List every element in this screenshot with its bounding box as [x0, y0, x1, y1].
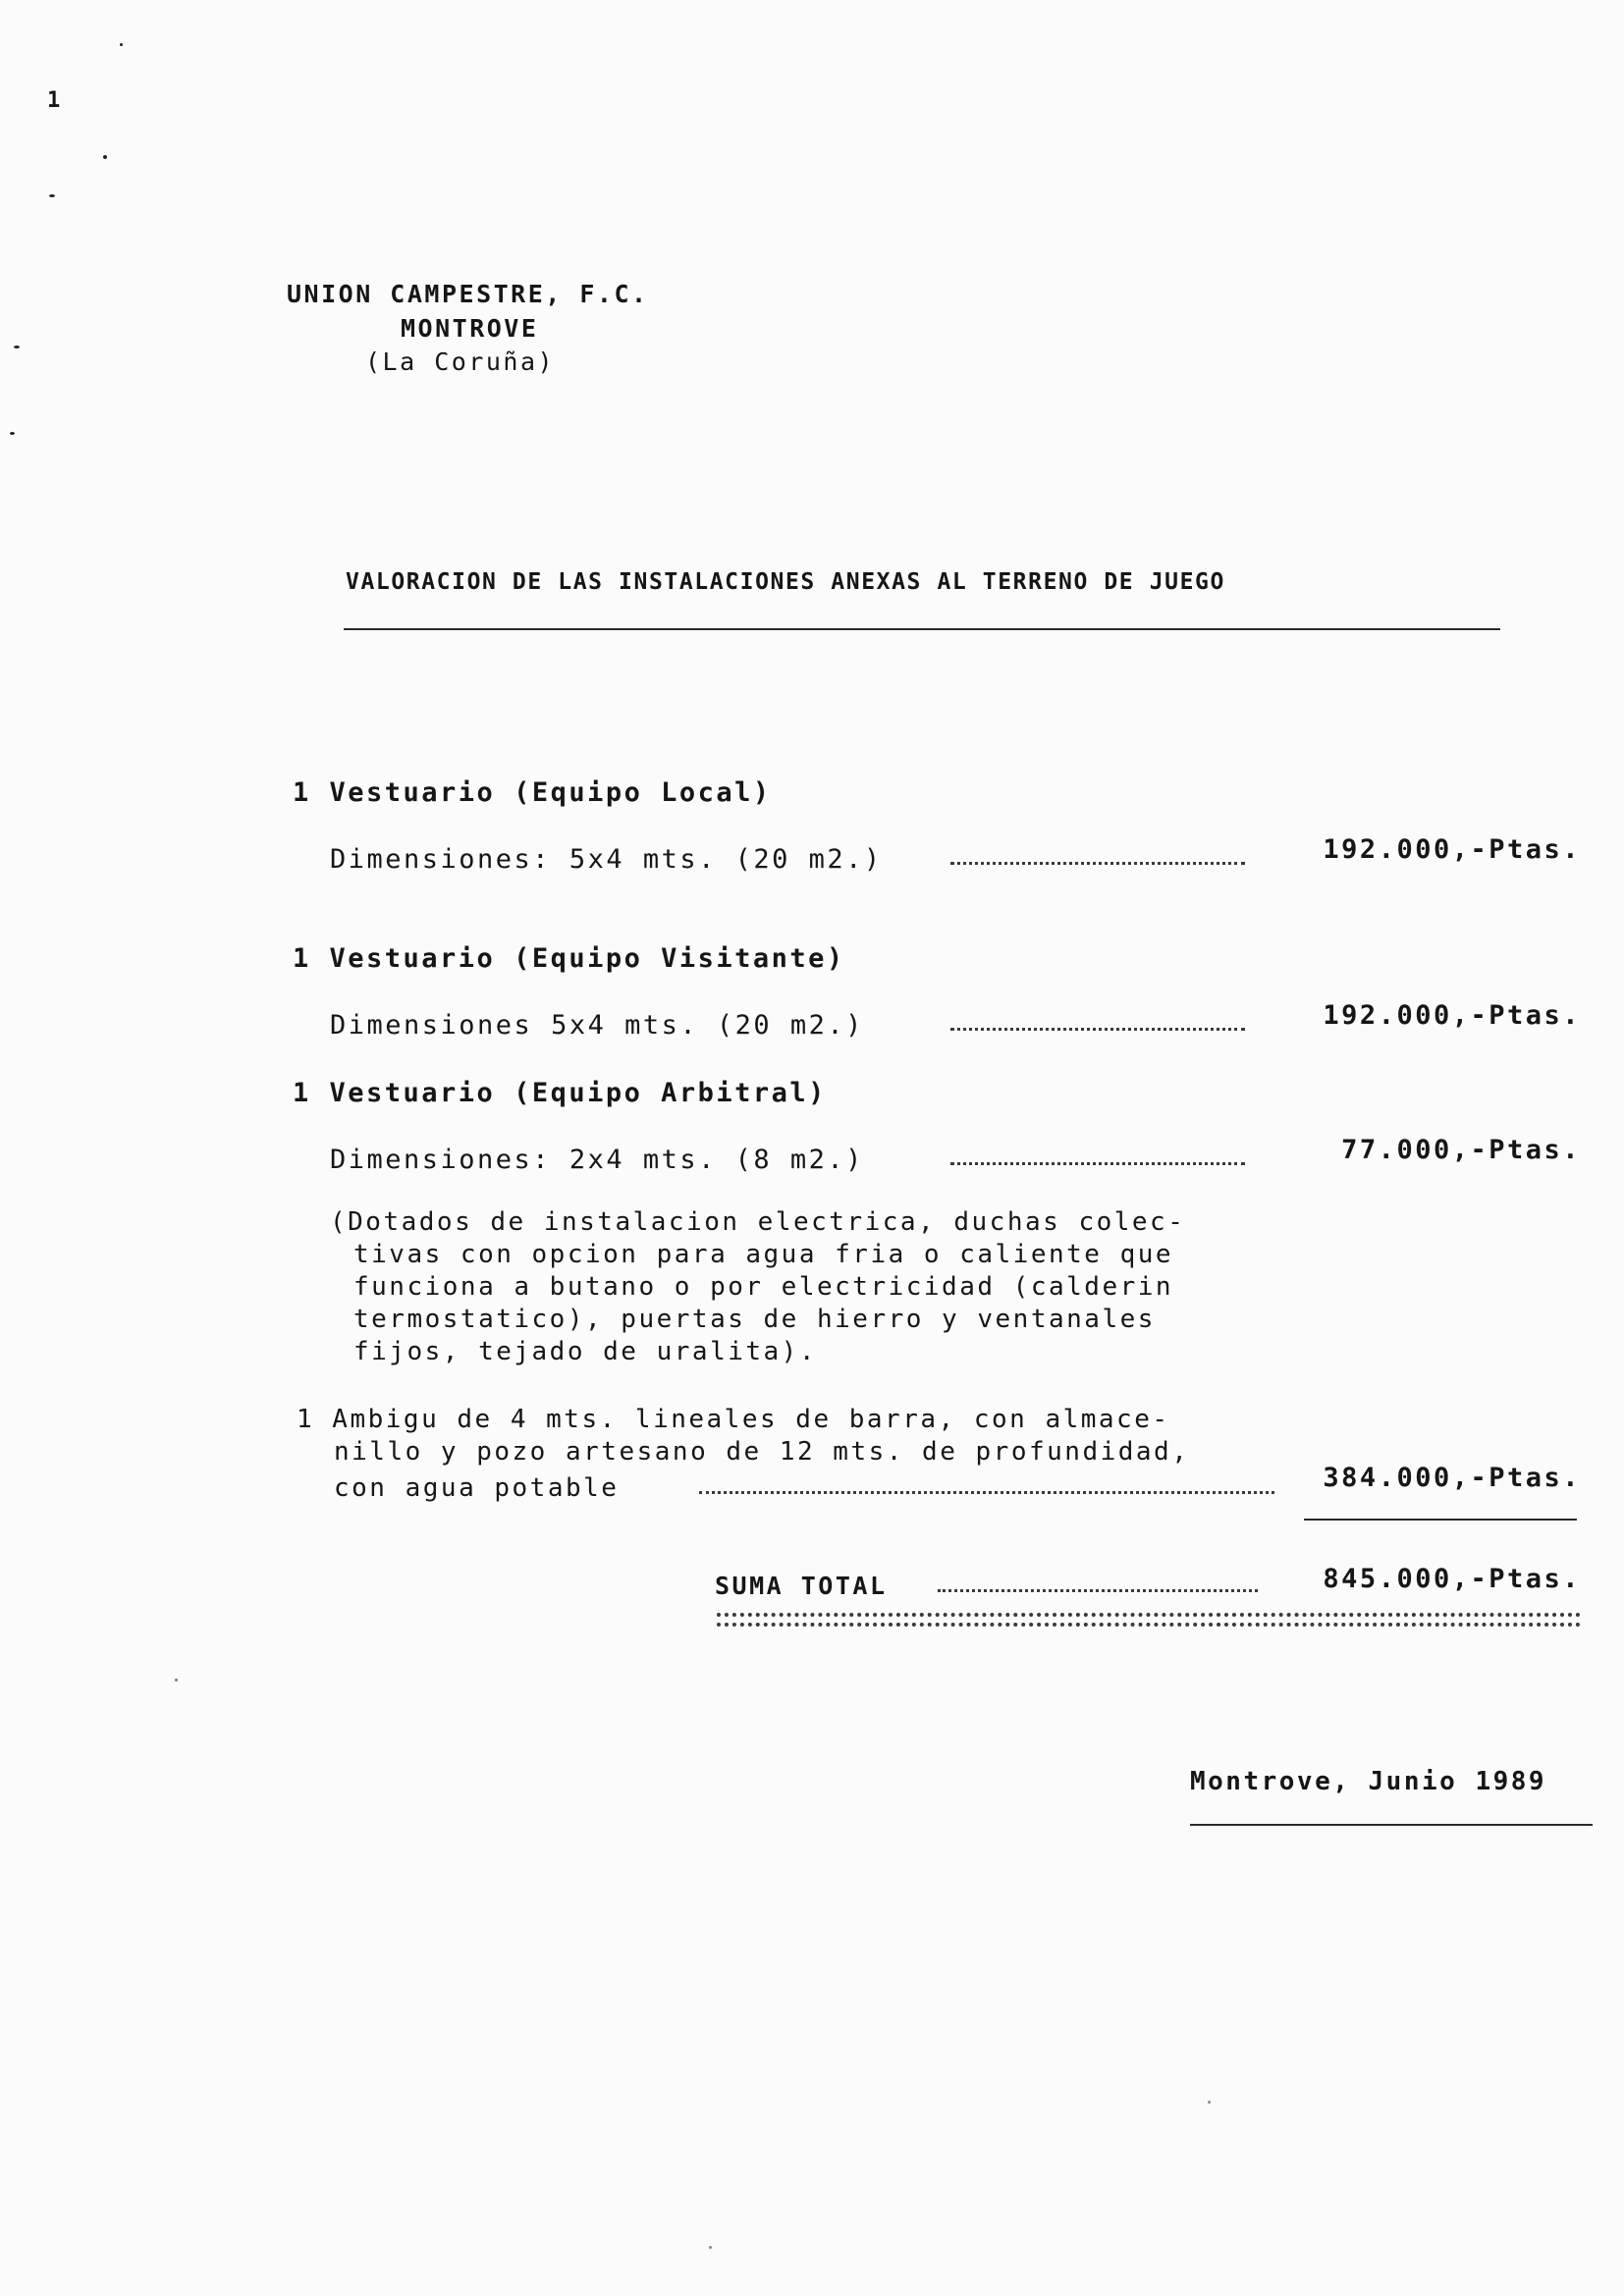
club-name: UNION CAMPESTRE, F.C. — [287, 280, 649, 308]
place-date: Montrove, Junio 1989 — [1190, 1767, 1547, 1796]
item-heading: 1 Vestuario (Equipo Visitante) — [293, 943, 845, 974]
scan-speck — [120, 43, 123, 46]
scan-speck — [103, 155, 107, 159]
leader-dots — [699, 1491, 1274, 1494]
total-double-underline — [717, 1623, 1581, 1627]
scan-speck — [14, 346, 20, 348]
item-heading: 1 Vestuario (Equipo Local) — [293, 777, 772, 808]
ambigu-line: nillo y pozo artesano de 12 mts. de profundidad, — [334, 1437, 1190, 1467]
note-line: tivas con opcion para agua fria o caliente que — [353, 1240, 1174, 1269]
subtotal-underline — [1304, 1519, 1577, 1521]
title-underline — [344, 628, 1500, 630]
leader-dots — [950, 1162, 1245, 1165]
ambigu-line: 1 Ambigu de 4 mts. lineales de barra, con almace- — [297, 1405, 1170, 1434]
leader-dots — [950, 862, 1245, 865]
item-detail: Dimensiones: 5x4 mts. (20 m2.) — [330, 844, 883, 875]
note-line: funciona a butano o por electricidad (calderin — [353, 1272, 1174, 1302]
note-line: termostatico), puertas de hierro y ventanales — [353, 1305, 1156, 1334]
item-amount: 77.000,-Ptas. — [1341, 1135, 1581, 1165]
item-amount: 192.000,-Ptas. — [1323, 1000, 1581, 1031]
scan-speck — [175, 1679, 178, 1682]
leader-dots — [938, 1589, 1258, 1592]
item-amount: 192.000,-Ptas. — [1323, 834, 1581, 865]
note-line: (Dotados de instalacion electrica, duchas colec- — [330, 1207, 1186, 1237]
item-detail: Dimensiones: 2x4 mts. (8 m2.) — [330, 1145, 864, 1175]
margin-mark: 1 — [47, 88, 63, 113]
scan-speck — [709, 2246, 712, 2249]
scan-speck — [10, 432, 15, 435]
document-title: VALORACION DE LAS INSTALACIONES ANEXAS AL TERRENO DE JUEGO — [346, 569, 1225, 595]
total-amount: 845.000,-Ptas. — [1323, 1564, 1581, 1594]
leader-dots — [950, 1028, 1245, 1031]
club-province: (La Coruña) — [365, 347, 556, 376]
scan-speck — [49, 194, 55, 197]
item-detail: Dimensiones 5x4 mts. (20 m2.) — [330, 1010, 864, 1041]
scan-speck — [1208, 2101, 1211, 2104]
signature-line — [1190, 1824, 1593, 1826]
item-heading: 1 Vestuario (Equipo Arbitral) — [293, 1078, 827, 1108]
total-label: SUMA TOTAL — [715, 1572, 888, 1600]
note-line: fijos, tejado de uralita). — [353, 1337, 817, 1366]
club-town: MONTROVE — [401, 314, 539, 343]
ambigu-line: con agua potable — [334, 1473, 620, 1503]
ambigu-amount: 384.000,-Ptas. — [1323, 1463, 1581, 1493]
total-double-underline — [717, 1613, 1581, 1617]
